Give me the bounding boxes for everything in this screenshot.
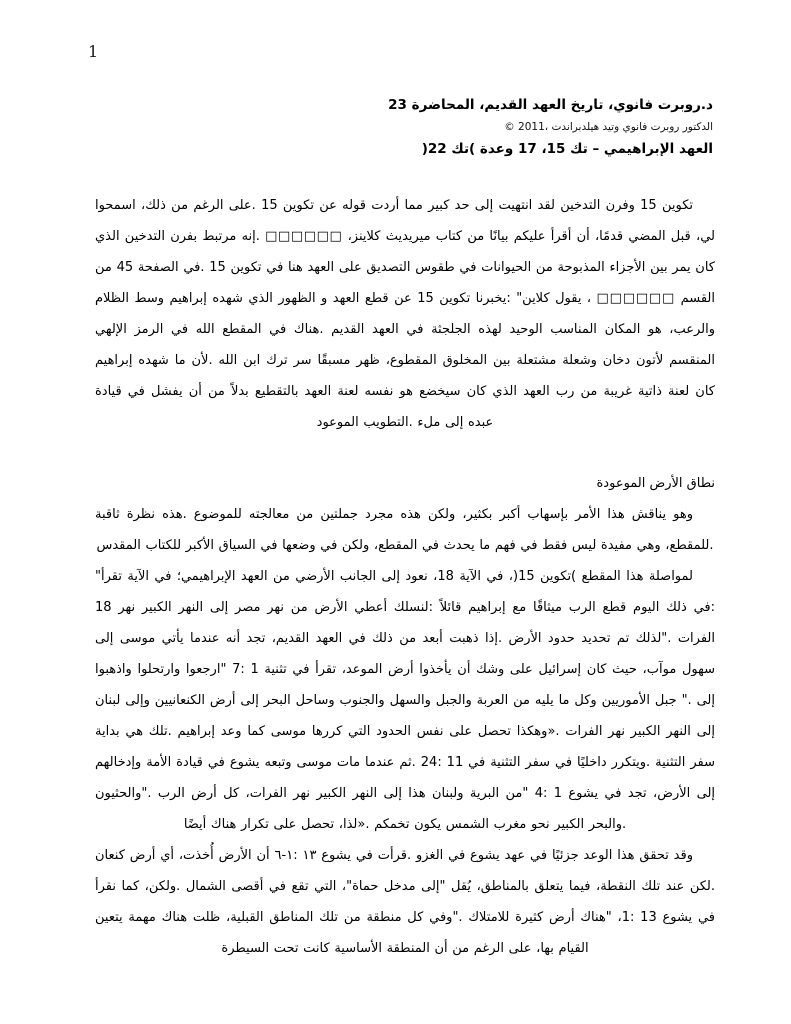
document-body	[95, 190, 715, 964]
paragraph-smoking-furnace: تكوين 15 وفرن التدخين لقد انتهيت إلى حد كبير مما أردت قوله عن تكوين 15 .على الرغم من ذلك، اسمحوا لي، قبل المضي قدمًا، أن أقرأ عليكم بيانًا من كتاب ميريديث كلاينز، □□□□□□ .إنه مرتبط بفرن التدخين الذي كان يمر بين الأجزاء المذبوحة من الحيوانات في طقوس التصديق على العهد هنا في تكوين 15 .في الصفحة 45 من القسم □□□□□□ ، يقول كلاين" :يخبرنا تكوين 15 عن قطع العهد و الظهور الذي شهده إبراهيم وسط الظلام والرعب، هو المكان المناسب الوحيد لهذه الجلجثة في العهد القديم .هناك في المقطع الله في الرمز الإلهي المنقسم لأتون دخان وشعلة مشتعلة بين المخلوق المقطوع، ظهر مسبقًا سر ترك ابن الله .لأن ما شهده إبراهيم كان لعنة ذاتية غريبة من رب العهد الذي كان سيخضع هو نفسه لعنة العهد بالتقطيع بدلاً من أن يفشل في قيادة عبده إلى ملء .التطويب الموعود	[95, 198, 715, 430]
paragraph-partial-fulfillment: وقد تحقق هذا الوعد جزئيًا في عهد يشوع في الغزو .قرأت في يشوع ١٣ :١-٦ أن الأرض أُخذت، أي أرض كنعان .لكن عند تلك النقطة، فيما يتعلق بالمناطق، يُقل "إلى مدخل حماة"، التي تقع في أقصى الشمال .ولكن، كما نقرأ في يشوع 13 :1، "هناك أرض كثيرة للامتلاك ."وفي كل منطقة من تلك المناطق القبلية، ظلت هناك مهمة يتعين القيام بها، على الرغم من أن المنطقة الأساسية كانت تحت السيطرة	[95, 848, 715, 956]
header-title: د.روبرت فانوي، تاريخ العهد القديم، المحاضرة 23	[388, 97, 713, 113]
page-number: 1	[88, 42, 99, 61]
document-header	[95, 94, 713, 161]
header-subtitle: العهد الإبراهيمي – تك 15، 17 وعدة )تك 22(	[421, 141, 713, 157]
header-copyright: الدكتور روبرت فانوي وتيد هيلدبراندت ،2011 ©	[504, 121, 713, 133]
section-heading-promised-land-scope: نطاق الأرض الموعودة	[596, 476, 715, 491]
paragraph-two-sentences-insight: وهو يناقش هذا الأمر بإسهاب أكبر بكثير، ولكن هذه مجرد جملتين من معالجته للموضوع .هذه نظرة ثاقبة .للمقطع، وهي مفيدة ليس فقط في فهم ما يحدث في المقطع، ولكن في وضعها في السياق الأكبر للكتاب المقدس	[95, 507, 714, 553]
paragraph-land-borders: لمواصلة هذا المقطع )تكوين 15(، في الآية 18، نعود إلى الجانب الأرضي من العهد الإبراهيمي؛ في الآية تقرأ" :في ذلك اليوم قطع الرب ميثاقًا مع إبراهيم قائلاً :لنسلك أعطي الأرض من نهر مصر إلى النهر الكبير نهر 18 الفرات ."لذلك تم تحديد حدود الأرض .إذا ذهبت أبعد من ذلك في العهد القديم، تجد أنه عندما يأتي موسى إلى سهول موآب، حيث كان إسرائيل على وشك أن يأخذوا أرض الموعد، تقرأ في تثنية 1 :7 "ارجعوا وارتحلوا واذهبوا إلى ." جبل الأموريين وكل ما يليه من العربة والجبل والسهل والجنوب وساحل البحر إلى أرض الكنعانيين وإلى لبنان إلى النهر الكبير نهر الفرات .«وهكذا تحصل على نفس الحدود التي كررها موسى كما وعد إبراهيم .تلك هي بداية سفر التثنية .ويتكرر داخليًا في سفر التثنية في 11 :24 .ثم عندما مات موسى وتبعه يشوع في قيادة الأمة وإدخالهم إلى الأرض، تجد في يشوع 1 :4 "من البرية ولبنان هذا إلى النهر الكبير نهر الفرات، كل أرض الرب ."والحثيون .والبحر الكبير نحو مغرب الشمس يكون تخمكم .«لذا، تحصل على تكرار هناك أيضًا	[95, 569, 716, 832]
